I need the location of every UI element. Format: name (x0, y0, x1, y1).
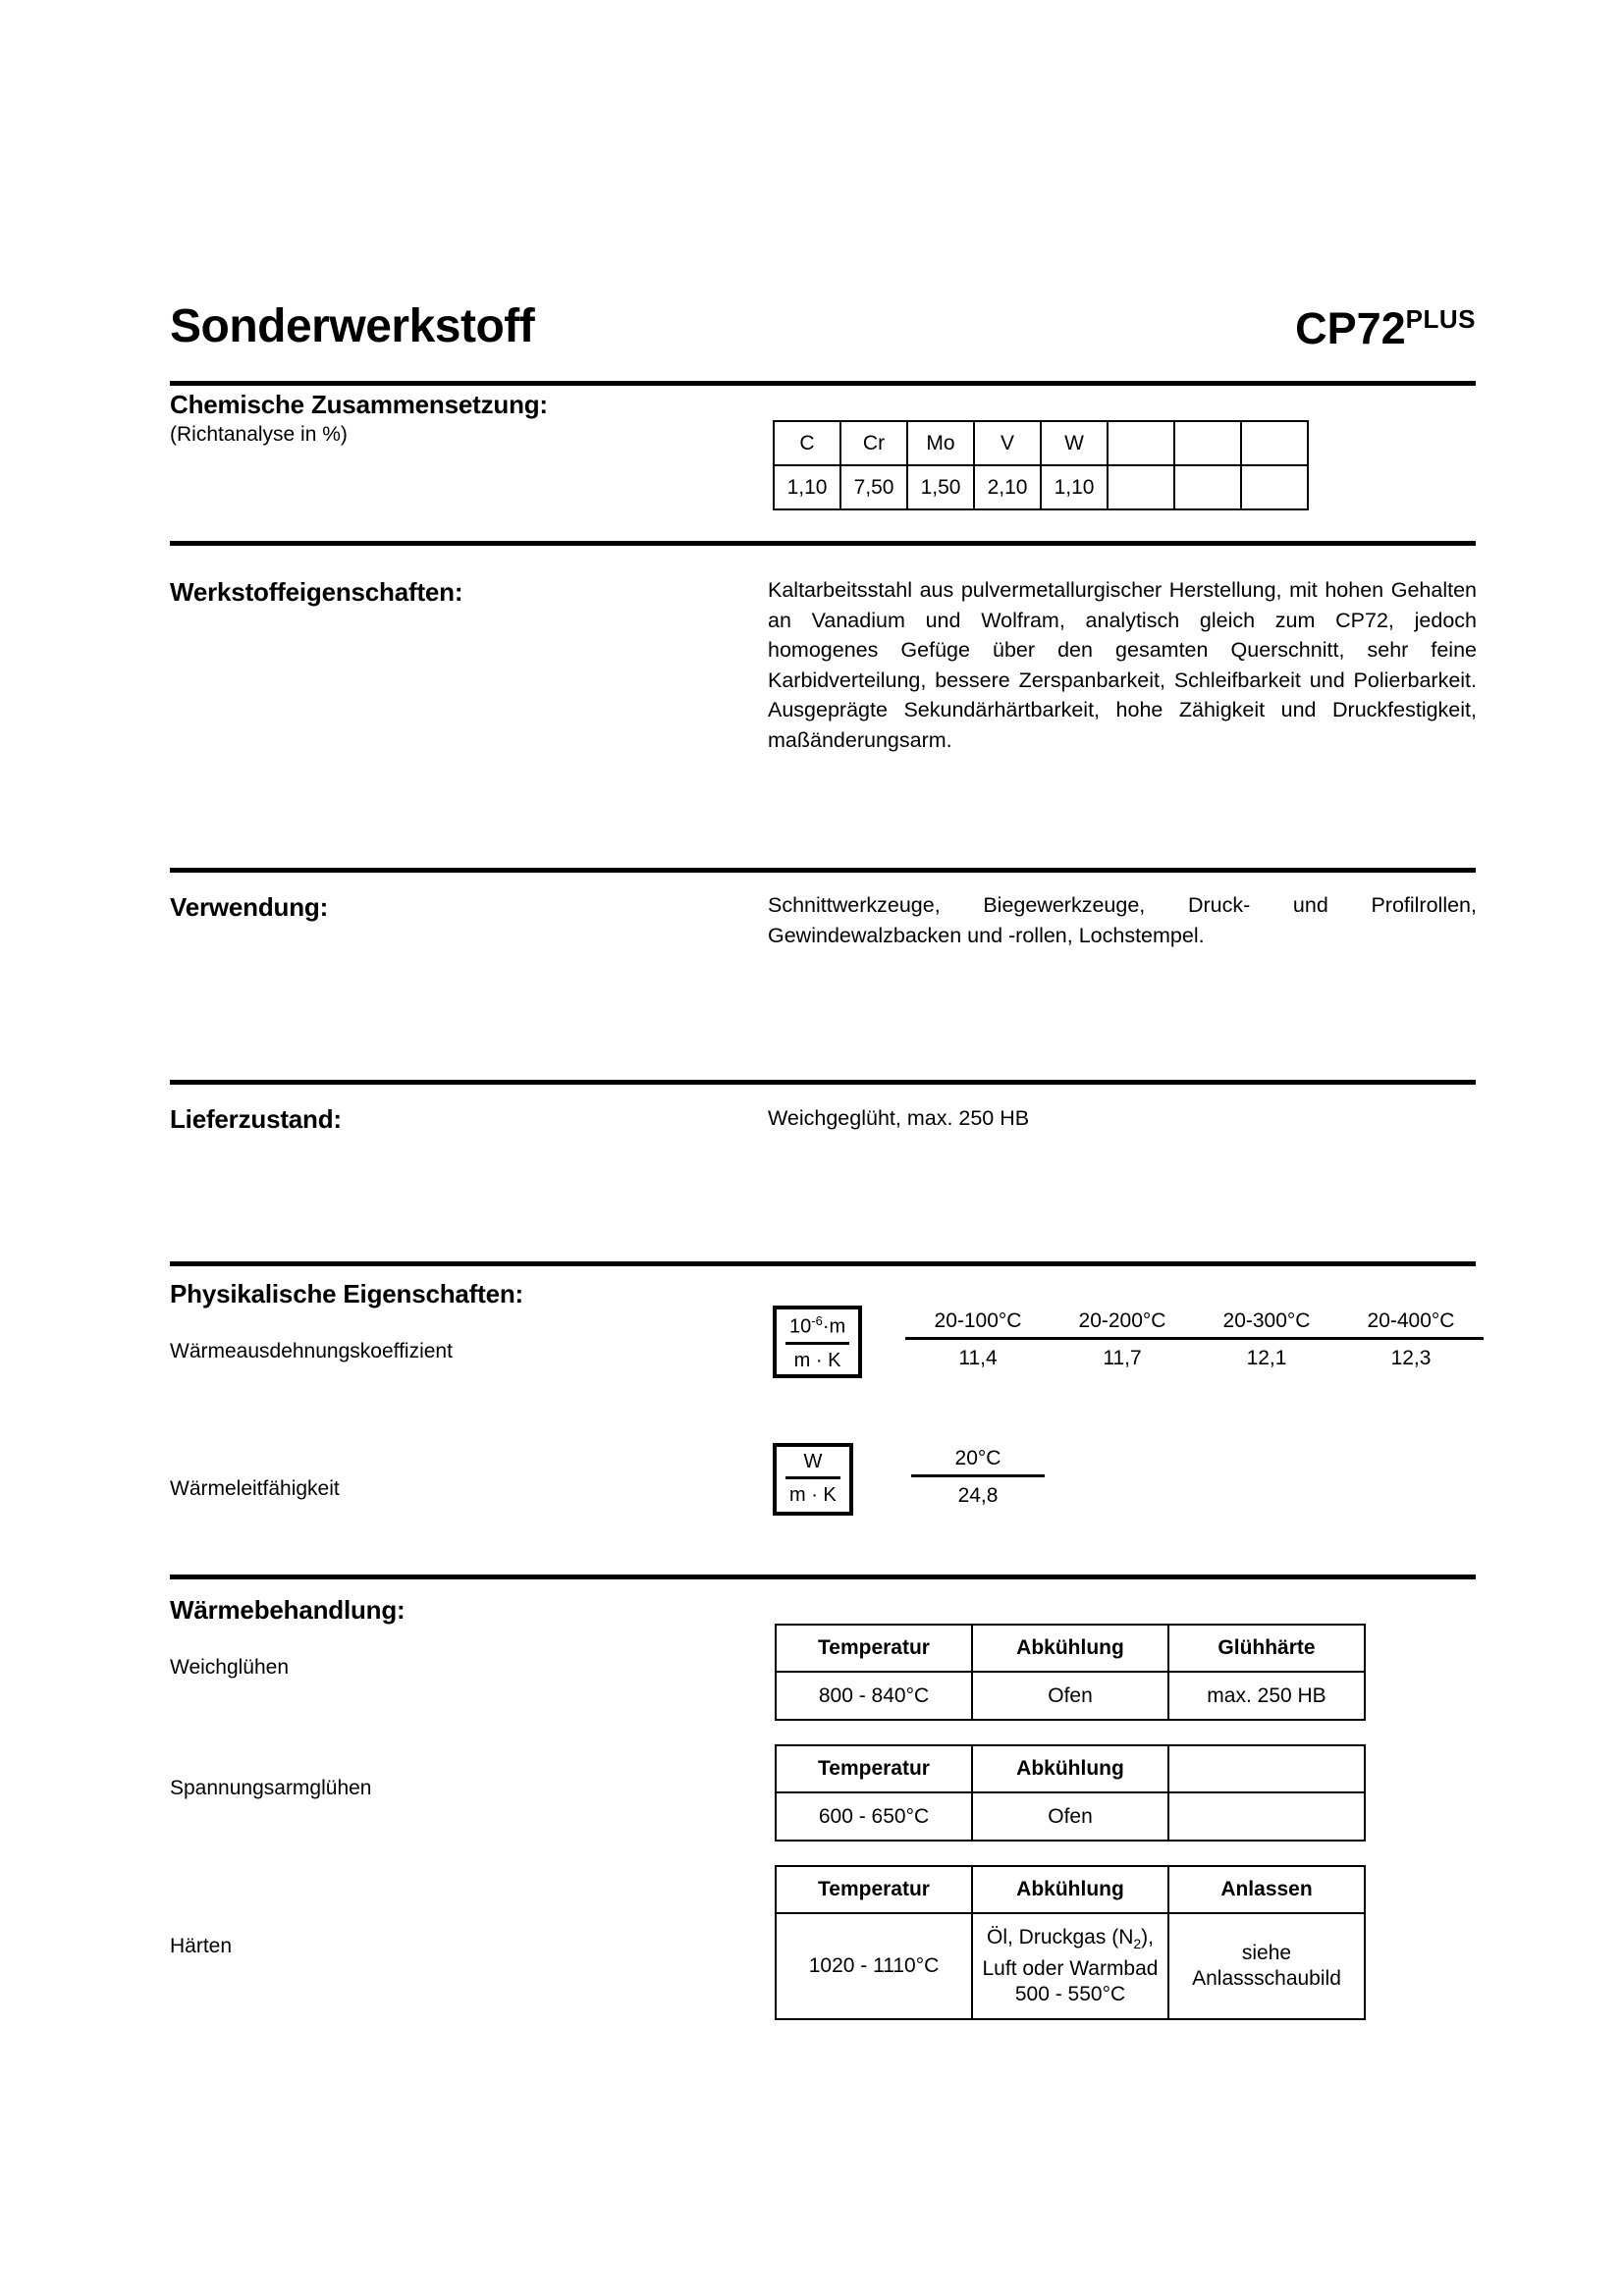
chem-value-cell (1241, 465, 1308, 509)
divider-usage (170, 868, 1476, 873)
ht-header-cell: Glühhärte (1168, 1625, 1365, 1672)
divider-physical (170, 1261, 1476, 1266)
table-row-header (776, 1745, 1365, 1792)
section-heading-heat-treatment: Wärmebehandlung: (170, 1595, 406, 1625)
ht-value-cell: Ofen (972, 1672, 1168, 1720)
expansion-value: 11,4 (958, 1347, 998, 1369)
chem-element-cell: C (774, 421, 840, 465)
chemical-composition-table (773, 420, 1309, 510)
ht-value-cell-temperature: 1020 - 1110°C (776, 1913, 972, 2019)
usage-text: Schnittwerkzeuge, Biegewerkzeuge, Druck- und Profilrollen, Gewindewalzbacken und -rollen, Lochstempel. (768, 893, 1477, 947)
divider-delivery (170, 1080, 1476, 1085)
ht-header-cell: Temperatur (776, 1866, 972, 1913)
heat-row-label-haerten: Härten (170, 1935, 233, 1957)
ht-header-cell: Abkühlung (972, 1745, 1168, 1792)
ht-header-cell (1168, 1745, 1365, 1792)
unit-numerator: W (785, 1448, 840, 1479)
chem-value-cell: 1,10 (1041, 465, 1108, 509)
table-row-values (776, 1792, 1365, 1841)
ht-header-cell: Temperatur (776, 1625, 972, 1672)
expansion-range-label: 20-400°C (1338, 1310, 1484, 1340)
unit-fraction-expansion (785, 1310, 849, 1370)
cooling-subscript: 2 (1133, 1936, 1142, 1952)
ht-value-cell: Ofen (972, 1792, 1168, 1841)
chem-element-cell (1174, 421, 1241, 465)
chem-element-cell: W (1041, 421, 1108, 465)
section-heading-physical: Physikalische Eigenschaften: (170, 1279, 523, 1308)
table-row-values (776, 1913, 1365, 2019)
chem-value-cell: 2,10 (974, 465, 1041, 509)
table-row-values (774, 465, 1308, 509)
unit-fraction-conductivity (785, 1448, 840, 1505)
unit-bracket-expansion (773, 1306, 862, 1378)
ht-header-cell: Abkühlung (972, 1866, 1168, 1913)
ht-value-cell-cooling (972, 1913, 1168, 2019)
table-row-header (776, 1625, 1365, 1672)
conductivity-temp-label: 20°C (911, 1448, 1045, 1477)
divider-properties (170, 541, 1476, 546)
ht-value-cell: 800 - 840°C (776, 1672, 972, 1720)
expansion-value: 11,7 (1103, 1347, 1142, 1369)
ht-header-cell: Anlassen (1168, 1866, 1365, 1913)
expansion-column-3 (1338, 1310, 1484, 1368)
heat-row-label-spannungsarmgluehen: Spannungsarmglühen (170, 1777, 372, 1799)
chemical-subheading: (Richtanalyse in %) (170, 423, 348, 446)
cooling-text-b: ), (1141, 1925, 1154, 1949)
expansion-column-1 (1050, 1310, 1195, 1368)
section-heading-usage: Verwendung: (170, 892, 329, 922)
unit-num-exponent: -6 (811, 1313, 823, 1328)
table-row-values (776, 1672, 1365, 1720)
expansion-range-label: 20-200°C (1050, 1310, 1195, 1340)
section-heading-chemical: Chemische Zusammensetzung: (170, 390, 548, 419)
table-row-elements (774, 421, 1308, 465)
conductivity-value: 24,8 (957, 1484, 999, 1507)
product-name-base: CP72 (1295, 303, 1406, 353)
chem-element-cell (1108, 421, 1174, 465)
product-name-superscript: PLUS (1405, 304, 1476, 334)
chem-value-cell: 7,50 (840, 465, 907, 509)
expansion-range-label: 20-100°C (905, 1310, 1051, 1340)
chem-value-cell (1174, 465, 1241, 509)
delivery-text: Weichgeglüht, max. 250 HB (768, 1106, 1030, 1130)
chem-value-cell: 1,50 (907, 465, 974, 509)
ht-header-cell: Abkühlung (972, 1625, 1168, 1672)
chem-value-cell: 1,10 (774, 465, 840, 509)
unit-num-base: 10 (789, 1315, 812, 1338)
table-row-header (776, 1866, 1365, 1913)
physical-label-conductivity: Wärmeleitfähigkeit (170, 1477, 340, 1500)
physical-label-expansion: Wärmeausdehnungskoeffizient (170, 1340, 453, 1362)
ht-value-cell-tempering (1168, 1913, 1365, 2019)
page-title: Sonderwerkstoff (170, 300, 535, 352)
heat-treatment-table-haerten (775, 1865, 1366, 2020)
chem-element-cell: Cr (840, 421, 907, 465)
conductivity-column-0 (911, 1448, 1045, 1506)
expansion-column-0 (905, 1310, 1051, 1368)
unit-denominator: m · K (789, 1484, 837, 1506)
unit-denominator: m · K (793, 1349, 841, 1371)
heat-row-label-weichgluehen: Weichglühen (170, 1656, 290, 1679)
heat-treatment-table-spannungsarmgluehen (775, 1744, 1366, 1842)
ht-value-cell: 600 - 650°C (776, 1792, 972, 1841)
chem-element-cell: V (974, 421, 1041, 465)
product-name (1295, 303, 1476, 353)
properties-text: Kaltarbeitsstahl aus pulvermetallurgischer Herstellung, mit hohen Gehalten an Vanadium und Wolfram, analytisch gleich zum CP72, jedoch homogenes Gefüge über den gesamten Querschnitt, sehr feine Karbidverteilung, bessere Zerspanbarkeit, Schleifbarkeit und Polierbarkeit. Ausgeprägte Sekundärhärtbarkeit, hohe Zähigkeit und Druckfestigkeit, maßänderungsarm. (768, 578, 1477, 752)
unit-numerator (785, 1310, 849, 1345)
cooling-line-1 (987, 1925, 1154, 1952)
unit-bracket-conductivity (773, 1443, 853, 1516)
heat-treatment-table-weichgluehen (775, 1624, 1366, 1721)
expansion-value: 12,1 (1246, 1347, 1287, 1369)
section-heading-properties: Werkstoffeigenschaften: (170, 577, 463, 607)
expansion-value: 12,3 (1390, 1347, 1432, 1369)
unit-num-tail: ·m (822, 1315, 846, 1338)
cooling-line-3: 500 - 550°C (1014, 1983, 1126, 2006)
chem-value-cell (1108, 465, 1174, 509)
divider-heat-treatment (170, 1575, 1476, 1579)
ht-value-cell: max. 250 HB (1168, 1672, 1365, 1720)
section-heading-delivery: Lieferzustand: (170, 1104, 342, 1134)
tempering-text: siehe Anlassschaubild (1192, 1942, 1341, 1990)
ht-value-cell (1168, 1792, 1365, 1841)
cooling-text-a: Öl, Druckgas (N (987, 1925, 1134, 1949)
ht-header-cell: Temperatur (776, 1745, 972, 1792)
chem-element-cell: Mo (907, 421, 974, 465)
expansion-range-label: 20-300°C (1194, 1310, 1339, 1340)
divider-header (170, 381, 1476, 386)
chem-element-cell (1241, 421, 1308, 465)
expansion-column-2 (1194, 1310, 1339, 1368)
cooling-line-2: Luft oder Warmbad (982, 1957, 1159, 1981)
